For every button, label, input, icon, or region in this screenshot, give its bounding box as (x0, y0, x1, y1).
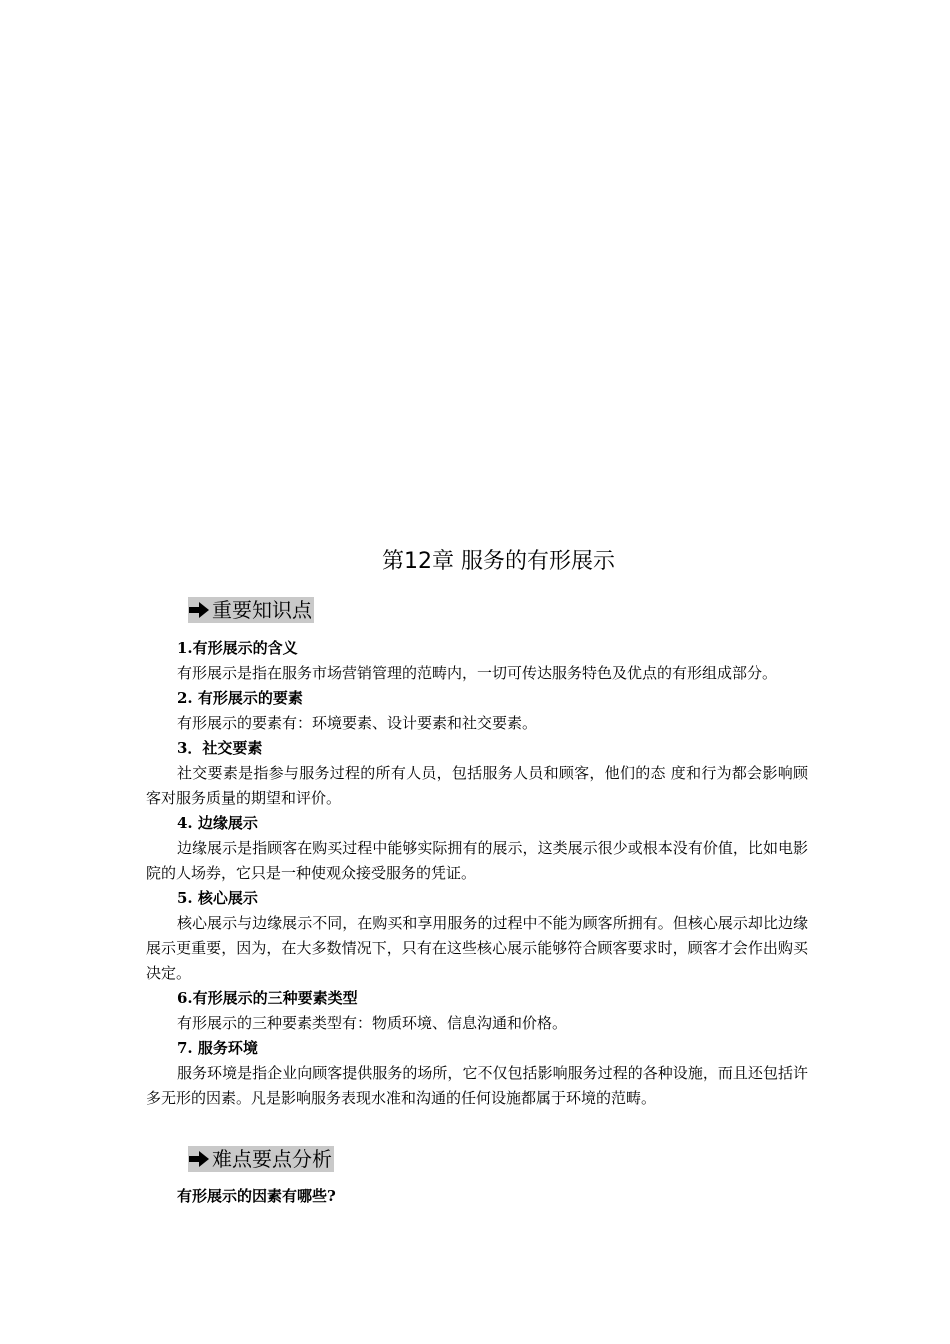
item-heading: 3．社交要素 (177, 739, 263, 757)
section-title: 难点要点分析 (212, 1147, 332, 1171)
arrow-right-icon (188, 1149, 210, 1169)
question-heading: 有形展示的因素有哪些? (177, 1187, 336, 1205)
item-text: 有形展示是指在服务市场营销管理的范畴内，一切可传达服务特色及优点的有形组成部分。 (177, 664, 778, 682)
knowledge-points-list (146, 636, 808, 1111)
chapter-title: 第12章 服务的有形展示 (382, 549, 615, 574)
item-heading: 7. 服务环境 (177, 1039, 258, 1057)
item-text: 有形展示的要素有：环境要素、设计要素和社交要素。 (177, 714, 538, 732)
item-heading: 2. 有形展示的要素 (177, 689, 303, 707)
item-heading: 4. 边缘展示 (177, 814, 258, 832)
item-text: 有形展示的三种要素类型有：物质环境、信息沟通和价格。 (177, 1014, 568, 1032)
item-heading: 1.有形展示的含义 (177, 639, 298, 657)
item-heading: 5. 核心展示 (177, 889, 258, 907)
section-banner-key-points (188, 597, 314, 623)
item-heading: 6.有形展示的三种要素类型 (177, 989, 358, 1007)
section-title: 重要知识点 (212, 598, 312, 622)
item-text: 核心展示与边缘展示不同，在购买和享用服务的过程中不能为顾客所拥有。但核心展示却比边缘展示更重要，因为，在大多数情况下，只有在这些核心展示能够符合顾客要求时，顾客才会作出购买决定。 (146, 914, 808, 982)
item-text: 边缘展示是指顾客在购买过程中能够实际拥有的展示，这类展示很少或根本没有价值，比如电影院的人场券，它只是一种使观众接受服务的凭证。 (146, 839, 808, 882)
arrow-right-icon (188, 600, 210, 620)
item-text: 服务环境是指企业向顾客提供服务的场所，它不仅包括影响服务过程的各种设施，而且还包括许多无形的因素。凡是影响服务表现水准和沟通的任何设施都属于环境的范畴。 (146, 1064, 808, 1107)
item-text: 社交要素是指参与服务过程的所有人员，包括服务人员和顾客，他们的态 度和行为都会影响顾客对服务质量的期望和评价。 (146, 764, 808, 807)
section-banner-difficulties (188, 1146, 334, 1172)
